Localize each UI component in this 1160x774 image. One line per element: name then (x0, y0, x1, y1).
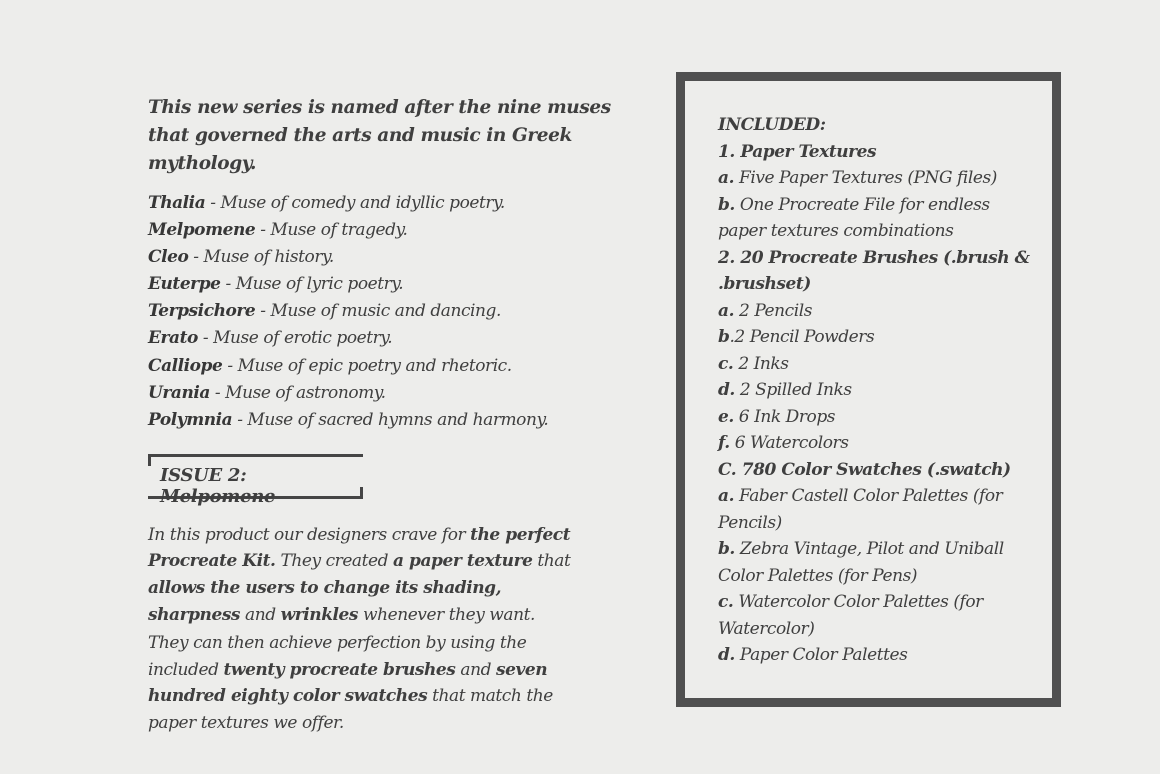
item-marker: a. (718, 168, 735, 188)
list-item (718, 642, 1036, 669)
desc-text: whenever they want. (358, 604, 535, 625)
product-description (148, 522, 588, 737)
muse-name: Euterpe (148, 274, 221, 295)
included-heading (718, 112, 1036, 139)
desc-emphasis: a paper texture (393, 551, 533, 572)
section-title (718, 139, 1036, 166)
list-item (718, 430, 1036, 457)
list-item (718, 483, 1036, 536)
item-text: 6 Ink Drops (733, 406, 836, 427)
item-text: 2 Pencils (734, 300, 812, 321)
list-item (718, 536, 1036, 589)
muse-name: Cleo (148, 247, 189, 268)
list-item (148, 380, 618, 407)
item-marker: b (718, 327, 730, 347)
muse-name: Thalia (148, 193, 206, 213)
desc-text: In this product our designers crave for (148, 524, 471, 545)
item-marker: c. (718, 592, 734, 612)
muses-list (148, 190, 618, 434)
desc-text: and (240, 604, 281, 625)
muse-desc: - Muse of comedy and idyllic poetry. (205, 193, 505, 213)
item-text: 2 Inks (733, 353, 789, 374)
item-text: One Procreate File for endless paper textures combinations (718, 194, 990, 241)
item-marker: d. (718, 380, 735, 400)
list-item (148, 217, 618, 244)
item-marker: c. (718, 353, 734, 374)
muse-desc: - Muse of astronomy. (209, 382, 386, 403)
desc-emphasis: seven hundred eighty color swatches (148, 659, 548, 707)
list-item (148, 407, 618, 434)
list-item (148, 244, 618, 271)
item-marker: a. (718, 486, 735, 506)
description-paragraph (148, 522, 588, 628)
muse-desc: - Muse of lyric poetry. (220, 274, 404, 295)
muse-desc: - Muse of epic poetry and rhetoric. (222, 355, 512, 376)
desc-text: that match the paper textures we offer. (148, 686, 553, 733)
left-column (148, 94, 618, 739)
muse-name: Polymnia (148, 409, 233, 430)
list-item (718, 377, 1036, 404)
item-marker: b. (718, 539, 735, 559)
muse-desc: - Muse of erotic poetry. (197, 328, 393, 349)
section-title (718, 457, 1036, 484)
muse-desc: - Muse of sacred hymns and harmony. (232, 409, 549, 430)
list-item (718, 351, 1036, 378)
desc-text: They created (275, 551, 393, 572)
item-marker: b. (718, 194, 735, 215)
issue-label: ISSUE 2: Melpomene (160, 464, 276, 507)
muse-desc: - Muse of music and dancing. (255, 301, 501, 322)
section-title (718, 245, 1036, 298)
item-text: Watercolor Color Palettes (for Watercolor) (718, 592, 983, 639)
muse-desc: - Muse of history. (188, 247, 334, 268)
list-item (148, 298, 618, 325)
desc-text: and (455, 659, 496, 680)
muse-name: Terpsichore (148, 301, 256, 322)
included-list (718, 112, 1036, 669)
heading-text: INCLUDED: (718, 115, 826, 135)
item-marker: f. (718, 433, 730, 453)
item-text: 2 Spilled Inks (734, 380, 852, 400)
muse-name: Calliope (148, 355, 223, 376)
item-text: .2 Pencil Powders (729, 327, 875, 347)
list-item (718, 589, 1036, 642)
desc-emphasis: twenty procreate brushes (223, 659, 456, 680)
list-item (718, 165, 1036, 192)
list-item (718, 324, 1036, 351)
desc-emphasis: allows the users to change its shading, sharpness (148, 578, 502, 625)
section-text: 1. Paper Textures (718, 141, 877, 162)
list-item (718, 404, 1036, 431)
list-item (718, 298, 1036, 325)
section-text: 2. 20 Procreate Brushes (.brush & .brushset) (718, 247, 1030, 294)
desc-emphasis: wrinkles (280, 604, 359, 625)
item-text: 6 Watercolors (729, 433, 849, 453)
muse-name: Urania (148, 382, 210, 403)
desc-text: They can then achieve perfection by using the included (148, 633, 527, 680)
list-item (148, 325, 618, 352)
muse-desc: - Muse of tragedy. (255, 220, 408, 241)
list-item (148, 271, 618, 298)
item-text: Faber Castell Color Palettes (for Pencils) (718, 486, 1003, 533)
desc-text: that (532, 551, 571, 572)
intro-text: This new series is named after the nine muses that governed the arts and music in Greek mythology. (148, 97, 611, 174)
list-item (718, 192, 1036, 245)
item-marker: d. (718, 645, 735, 665)
section-text: C. 780 Color Swatches (.swatch) (718, 459, 1011, 480)
desc-emphasis: the perfect Procreate Kit. (148, 524, 571, 572)
list-item (148, 190, 618, 217)
muse-name: Melpomene (148, 220, 256, 241)
description-paragraph (148, 630, 588, 736)
list-item (148, 353, 618, 380)
issue-banner (148, 454, 363, 507)
item-text: Paper Color Palettes (734, 645, 908, 665)
muse-name: Erato (148, 328, 198, 349)
item-marker: a. (718, 300, 735, 321)
item-text: Zebra Vintage, Pilot and Uniball Color Palettes (for Pens) (718, 539, 1004, 586)
item-marker: e. (718, 406, 734, 427)
item-text: Five Paper Textures (PNG files) (734, 168, 997, 188)
